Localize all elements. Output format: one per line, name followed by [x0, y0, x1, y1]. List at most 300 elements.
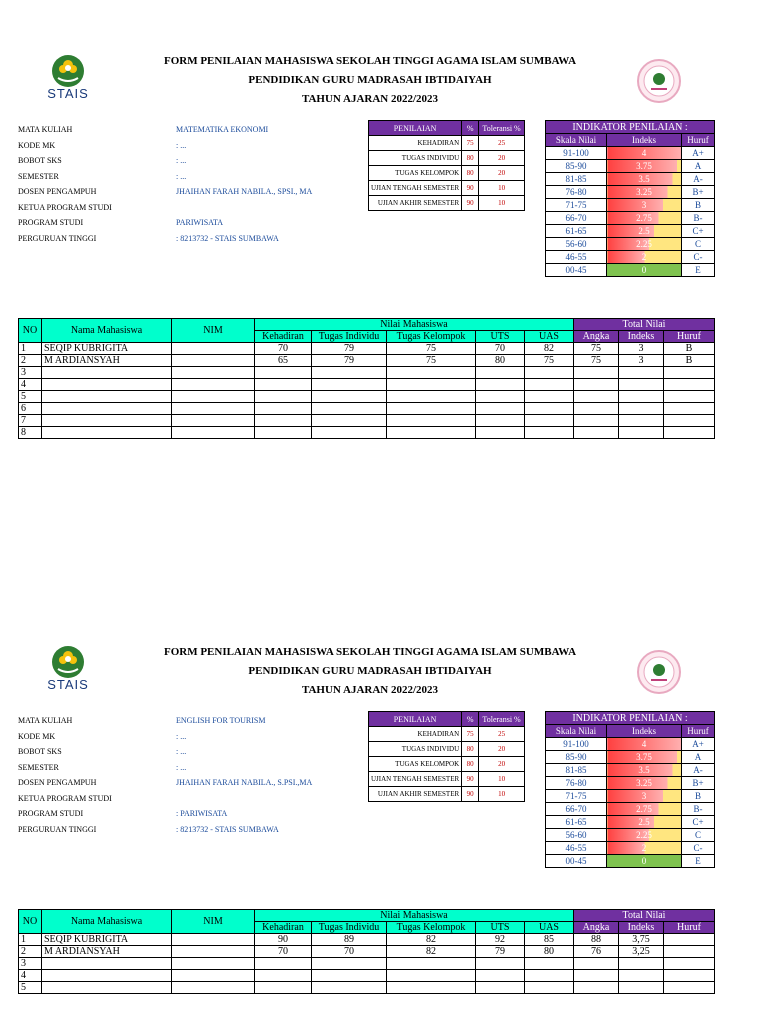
- indikator-row: [546, 264, 715, 277]
- total-indeks: [619, 391, 664, 403]
- penilaian-tolerance: 25: [479, 727, 525, 742]
- institution-seal-icon: [636, 58, 682, 104]
- indikator-skala: 71-75: [546, 790, 607, 803]
- score-tugas-individu: [312, 958, 387, 970]
- score-tugas-individu: [312, 379, 387, 391]
- indikator-huruf: B+: [682, 777, 715, 790]
- total-indeks: 3: [619, 355, 664, 367]
- grades-header-row-1: [19, 910, 715, 922]
- student-nim: [172, 946, 255, 958]
- student-no: 4: [19, 970, 42, 982]
- student-no: 3: [19, 367, 42, 379]
- student-grades-table: [18, 318, 715, 439]
- indikator-skala: 91-100: [546, 147, 607, 160]
- total-indeks: [619, 415, 664, 427]
- header-tugas-kelompok: Tugas Kelompok: [387, 922, 476, 934]
- header-nama-mahasiswa: Nama Mahasiswa: [42, 910, 172, 934]
- penilaian-component: KEHADIRAN: [369, 727, 462, 742]
- institution-seal-icon: [636, 649, 682, 695]
- indikator-skala: 00-45: [546, 264, 607, 277]
- header-tugas-kelompok: Tugas Kelompok: [387, 331, 476, 343]
- course-info-block: [18, 713, 358, 843]
- indikator-skala: 91-100: [546, 738, 607, 751]
- indikator-title-row: [546, 121, 715, 134]
- score-uts: [476, 391, 525, 403]
- indikator-title: INDIKATOR PENILAIAN :: [546, 712, 715, 725]
- indikator-row: [546, 225, 715, 238]
- penilaian-percent: 90: [462, 772, 479, 787]
- indikator-indeks: 3.5: [607, 764, 682, 777]
- course-info-value: : ...: [176, 156, 187, 165]
- table-row: [19, 367, 715, 379]
- score-uas: [525, 970, 574, 982]
- score-tugas-kelompok: [387, 403, 476, 415]
- student-no: 1: [19, 343, 42, 355]
- indikator-indeks: 3: [607, 199, 682, 212]
- header-huruf: Huruf: [664, 331, 715, 343]
- penilaian-row: [369, 136, 525, 151]
- course-info-value: : ...: [176, 747, 187, 756]
- penilaian-header-row: [369, 712, 525, 727]
- header-kehadiran: Kehadiran: [255, 922, 312, 934]
- course-info-label: KETUA PROGRAM STUDI: [18, 793, 112, 803]
- indikator-indeks: 2.75: [607, 212, 682, 225]
- student-no: 7: [19, 415, 42, 427]
- student-nim: [172, 403, 255, 415]
- header-no: NO: [19, 319, 42, 343]
- student-name: M ARDIANSYAH: [42, 355, 172, 367]
- total-indeks: [619, 982, 664, 994]
- student-nim: [172, 982, 255, 994]
- total-indeks: 3,75: [619, 934, 664, 946]
- student-name: [42, 367, 172, 379]
- score-tugas-individu: [312, 970, 387, 982]
- indikator-row: [546, 186, 715, 199]
- penilaian-row: [369, 727, 525, 742]
- course-info-value: : 8213732 - STAIS SUMBAWA: [176, 233, 279, 243]
- total-huruf: B: [664, 355, 715, 367]
- indikator-huruf: A+: [682, 738, 715, 751]
- indikator-huruf: C-: [682, 842, 715, 855]
- course-info-label: BOBOT SKS: [18, 156, 62, 165]
- total-angka: [574, 427, 619, 439]
- indikator-row: [546, 160, 715, 173]
- course-info-value: : ...: [176, 762, 187, 772]
- score-tugas-individu: 70: [312, 946, 387, 958]
- score-uas: [525, 391, 574, 403]
- penilaian-tolerance: 10: [479, 181, 525, 196]
- score-tugas-kelompok: [387, 415, 476, 427]
- penilaian-tolerance: 10: [479, 196, 525, 211]
- penilaian-percent: 80: [462, 742, 479, 757]
- penilaian-row: [369, 742, 525, 757]
- score-uts: [476, 970, 525, 982]
- score-uts: 80: [476, 355, 525, 367]
- form-title-line-2: PENDIDIKAN GURU MADRASAH IBTIDAIYAH: [248, 665, 492, 677]
- penilaian-percent: 80: [462, 151, 479, 166]
- table-row: [19, 391, 715, 403]
- indikator-indeks: 2.5: [607, 816, 682, 829]
- indikator-indeks: 3: [607, 790, 682, 803]
- indikator-row: [546, 251, 715, 264]
- course-info-label: KODE MK: [18, 140, 56, 150]
- total-angka: 75: [574, 343, 619, 355]
- penilaian-component: UJIAN AKHIR SEMESTER: [369, 787, 462, 802]
- penilaian-tolerance: 20: [479, 151, 525, 166]
- indikator-row: [546, 238, 715, 251]
- header-indeks: Indeks: [619, 331, 664, 343]
- indikator-huruf: C+: [682, 225, 715, 238]
- header-no: NO: [19, 910, 42, 934]
- total-huruf: [664, 982, 715, 994]
- indikator-row: [546, 803, 715, 816]
- score-uas: [525, 367, 574, 379]
- score-tugas-kelompok: [387, 970, 476, 982]
- score-tugas-kelompok: 75: [387, 343, 476, 355]
- indikator-header-cell: Huruf: [682, 725, 715, 738]
- total-angka: 76: [574, 946, 619, 958]
- penilaian-percent: 80: [462, 166, 479, 181]
- indikator-header-cell: Huruf: [682, 134, 715, 147]
- penilaian-tolerance: 20: [479, 757, 525, 772]
- course-info-label: PERGURUAN TINGGI: [18, 824, 97, 834]
- penilaian-component: TUGAS INDIVIDU: [369, 742, 462, 757]
- penilaian-percent: 80: [462, 757, 479, 772]
- score-uts: [476, 982, 525, 994]
- score-tugas-individu: [312, 391, 387, 403]
- course-info-label: MATA KULIAH: [18, 125, 73, 134]
- penilaian-row: [369, 151, 525, 166]
- stais-logo: [38, 645, 98, 697]
- indikator-indeks: 0: [607, 264, 682, 277]
- course-info-label: KETUA PROGRAM STUDI: [18, 202, 112, 212]
- student-name: SEQIP KUBRIGITA: [42, 343, 172, 355]
- penilaian-percent: 75: [462, 727, 479, 742]
- indikator-header-row: [546, 725, 715, 738]
- logo-text: STAIS: [47, 677, 89, 692]
- student-no: 5: [19, 391, 42, 403]
- indikator-skala: 46-55: [546, 842, 607, 855]
- score-kehadiran: [255, 415, 312, 427]
- penilaian-header-cell: PENILAIAN: [369, 121, 462, 136]
- course-info-label: MATA KULIAH: [18, 716, 73, 725]
- student-nim: [172, 367, 255, 379]
- penilaian-component: TUGAS KELOMPOK: [369, 166, 462, 181]
- penilaian-header-row: [369, 121, 525, 136]
- score-uts: 92: [476, 934, 525, 946]
- student-no: 4: [19, 379, 42, 391]
- institution-seal: [636, 58, 682, 104]
- score-tugas-kelompok: [387, 958, 476, 970]
- student-no: 5: [19, 982, 42, 994]
- indikator-huruf: A: [682, 751, 715, 764]
- score-uts: [476, 367, 525, 379]
- table-row: [19, 343, 715, 355]
- course-info-value: : 8213732 - STAIS SUMBAWA: [176, 824, 279, 834]
- indikator-huruf: B: [682, 199, 715, 212]
- score-uas: [525, 415, 574, 427]
- score-uas: [525, 379, 574, 391]
- score-kehadiran: [255, 427, 312, 439]
- course-info-value: : PARIWISATA: [176, 809, 228, 818]
- indikator-indeks: 2.25: [607, 238, 682, 251]
- score-uas: 85: [525, 934, 574, 946]
- student-nim: [172, 415, 255, 427]
- student-nim: [172, 343, 255, 355]
- total-indeks: [619, 958, 664, 970]
- indikator-skala: 00-45: [546, 855, 607, 868]
- score-tugas-kelompok: [387, 379, 476, 391]
- student-nim: [172, 970, 255, 982]
- total-angka: [574, 415, 619, 427]
- student-name: [42, 403, 172, 415]
- indikator-skala: 85-90: [546, 751, 607, 764]
- indikator-indeks: 3.25: [607, 186, 682, 199]
- student-no: 1: [19, 934, 42, 946]
- header-nim: NIM: [172, 910, 255, 934]
- table-row: [19, 946, 715, 958]
- total-indeks: [619, 379, 664, 391]
- header-nim: NIM: [172, 319, 255, 343]
- score-kehadiran: 70: [255, 946, 312, 958]
- header-uas: UAS: [525, 922, 574, 934]
- indikator-indeks: 2: [607, 842, 682, 855]
- indikator-skala: 76-80: [546, 777, 607, 790]
- score-tugas-kelompok: 82: [387, 946, 476, 958]
- score-uts: 70: [476, 343, 525, 355]
- table-row: [19, 958, 715, 970]
- header-tugas-individu: Tugas Individu: [312, 922, 387, 934]
- penilaian-row: [369, 181, 525, 196]
- score-kehadiran: [255, 391, 312, 403]
- header-angka: Angka: [574, 922, 619, 934]
- indikator-indeks: 2.25: [607, 829, 682, 842]
- course-info-value: ENGLISH FOR TOURISM: [176, 716, 266, 725]
- score-kehadiran: [255, 403, 312, 415]
- indikator-skala: 81-85: [546, 173, 607, 186]
- student-name: SEQIP KUBRIGITA: [42, 934, 172, 946]
- indikator-huruf: B-: [682, 803, 715, 816]
- institution-seal: [636, 649, 682, 695]
- indikator-huruf: A-: [682, 173, 715, 186]
- course-info-block: [18, 122, 358, 252]
- indikator-huruf: C-: [682, 251, 715, 264]
- penilaian-header-cell: Toleransi %: [479, 712, 525, 727]
- stais-logo: [38, 54, 98, 106]
- indikator-skala: 81-85: [546, 764, 607, 777]
- indikator-title-row: [546, 712, 715, 725]
- indikator-row: [546, 751, 715, 764]
- penilaian-tolerance: 25: [479, 136, 525, 151]
- course-info-label: PROGRAM STUDI: [18, 809, 84, 818]
- indikator-indeks: 4: [607, 738, 682, 751]
- student-name: [42, 982, 172, 994]
- score-kehadiran: 90: [255, 934, 312, 946]
- total-huruf: [664, 391, 715, 403]
- student-nim: [172, 391, 255, 403]
- indikator-row: [546, 212, 715, 225]
- penilaian-percent: 90: [462, 196, 479, 211]
- total-huruf: [664, 415, 715, 427]
- table-row: [19, 415, 715, 427]
- indikator-row: [546, 173, 715, 186]
- score-kehadiran: [255, 958, 312, 970]
- indikator-row: [546, 816, 715, 829]
- score-tugas-kelompok: 82: [387, 934, 476, 946]
- student-nim: [172, 934, 255, 946]
- logo-text: STAIS: [47, 86, 89, 101]
- indikator-huruf: E: [682, 855, 715, 868]
- header-nama-mahasiswa: Nama Mahasiswa: [42, 319, 172, 343]
- table-row: [19, 934, 715, 946]
- penilaian-header-cell: PENILAIAN: [369, 712, 462, 727]
- penilaian-component: UJIAN AKHIR SEMESTER: [369, 196, 462, 211]
- student-name: [42, 415, 172, 427]
- indikator-skala: 61-65: [546, 225, 607, 238]
- score-uts: [476, 427, 525, 439]
- indikator-huruf: E: [682, 264, 715, 277]
- course-info-value: PARIWISATA: [176, 218, 224, 227]
- penilaian-header-cell: %: [462, 121, 479, 136]
- total-huruf: [664, 958, 715, 970]
- score-uas: 82: [525, 343, 574, 355]
- indikator-indeks: 0: [607, 855, 682, 868]
- penilaian-row: [369, 166, 525, 181]
- indikator-header-cell: Skala Nilai: [546, 725, 607, 738]
- indikator-skala: 66-70: [546, 803, 607, 816]
- total-angka: 88: [574, 934, 619, 946]
- indikator-skala: 71-75: [546, 199, 607, 212]
- table-row: [19, 379, 715, 391]
- form-title-line-1: FORM PENILAIAN MAHASISWA SEKOLAH TINGGI AGAMA ISLAM SUMBAWA: [163, 646, 577, 658]
- score-uas: [525, 427, 574, 439]
- table-row: [19, 355, 715, 367]
- score-uts: [476, 415, 525, 427]
- total-indeks: [619, 427, 664, 439]
- form-title-line-1: FORM PENILAIAN MAHASISWA SEKOLAH TINGGI AGAMA ISLAM SUMBAWA: [163, 55, 577, 67]
- total-angka: [574, 970, 619, 982]
- score-uas: 80: [525, 946, 574, 958]
- table-row: [19, 403, 715, 415]
- penilaian-tolerance: 10: [479, 772, 525, 787]
- total-huruf: [664, 934, 715, 946]
- form-title-line-3: TAHUN AJARAN 2022/2023: [301, 93, 439, 105]
- indikator-header-cell: Indeks: [607, 725, 682, 738]
- course-info-label: BOBOT SKS: [18, 747, 62, 756]
- total-huruf: [664, 946, 715, 958]
- indikator-indeks: 3.75: [607, 160, 682, 173]
- penilaian-tolerance: 20: [479, 166, 525, 181]
- total-huruf: [664, 427, 715, 439]
- penilaian-component: TUGAS KELOMPOK: [369, 757, 462, 772]
- penilaian-table: [368, 120, 525, 211]
- penilaian-tolerance: 10: [479, 787, 525, 802]
- score-tugas-individu: 79: [312, 355, 387, 367]
- student-grades-table: [18, 909, 715, 994]
- course-info-label: SEMESTER: [18, 762, 59, 772]
- indikator-huruf: C: [682, 829, 715, 842]
- score-tugas-individu: [312, 403, 387, 415]
- indikator-skala: 66-70: [546, 212, 607, 225]
- total-huruf: [664, 379, 715, 391]
- total-indeks: 3: [619, 343, 664, 355]
- total-indeks: [619, 367, 664, 379]
- indikator-skala: 56-60: [546, 238, 607, 251]
- indikator-title: INDIKATOR PENILAIAN :: [546, 121, 715, 134]
- header-tugas-individu: Tugas Individu: [312, 331, 387, 343]
- course-info-value: : ...: [176, 171, 187, 181]
- indikator-row: [546, 842, 715, 855]
- total-angka: 75: [574, 355, 619, 367]
- penilaian-component: TUGAS INDIVIDU: [369, 151, 462, 166]
- indikator-skala: 46-55: [546, 251, 607, 264]
- score-tugas-kelompok: [387, 367, 476, 379]
- indikator-penilaian-table: [545, 120, 715, 277]
- indikator-huruf: A: [682, 160, 715, 173]
- form-title-block: [110, 643, 630, 700]
- total-angka: [574, 367, 619, 379]
- indikator-skala: 76-80: [546, 186, 607, 199]
- score-uas: 75: [525, 355, 574, 367]
- score-uts: [476, 379, 525, 391]
- indikator-huruf: C: [682, 238, 715, 251]
- penilaian-component: UJIAN TENGAH SEMESTER: [369, 181, 462, 196]
- header-huruf: Huruf: [664, 922, 715, 934]
- course-info-label: PROGRAM STUDI: [18, 218, 84, 227]
- header-uts: UTS: [476, 922, 525, 934]
- total-huruf: B: [664, 343, 715, 355]
- indikator-huruf: A+: [682, 147, 715, 160]
- total-huruf: [664, 970, 715, 982]
- header-indeks: Indeks: [619, 922, 664, 934]
- student-name: M ARDIANSYAH: [42, 946, 172, 958]
- indikator-indeks: 2.5: [607, 225, 682, 238]
- indikator-huruf: B-: [682, 212, 715, 225]
- indikator-huruf: C+: [682, 816, 715, 829]
- indikator-row: [546, 764, 715, 777]
- course-info-label: DOSEN PENGAMPUH: [18, 187, 97, 196]
- table-row: [19, 970, 715, 982]
- indikator-skala: 56-60: [546, 829, 607, 842]
- course-info-label: KODE MK: [18, 731, 56, 741]
- student-nim: [172, 427, 255, 439]
- score-tugas-kelompok: [387, 982, 476, 994]
- course-info-label: PERGURUAN TINGGI: [18, 233, 97, 243]
- indikator-indeks: 3.75: [607, 751, 682, 764]
- total-angka: [574, 403, 619, 415]
- course-info-label: DOSEN PENGAMPUH: [18, 778, 97, 787]
- total-angka: [574, 958, 619, 970]
- indikator-indeks: 2: [607, 251, 682, 264]
- student-name: [42, 958, 172, 970]
- score-kehadiran: [255, 982, 312, 994]
- student-name: [42, 970, 172, 982]
- indikator-penilaian-table: [545, 711, 715, 868]
- penilaian-row: [369, 757, 525, 772]
- form-title-block: [110, 52, 630, 109]
- penilaian-header-cell: %: [462, 712, 479, 727]
- indikator-huruf: B+: [682, 186, 715, 199]
- score-kehadiran: 70: [255, 343, 312, 355]
- score-kehadiran: 65: [255, 355, 312, 367]
- score-uts: 79: [476, 946, 525, 958]
- course-info-value: : ...: [176, 140, 187, 150]
- student-no: 2: [19, 946, 42, 958]
- total-indeks: [619, 970, 664, 982]
- header-total-nilai: Total Nilai: [574, 319, 715, 331]
- score-tugas-individu: [312, 415, 387, 427]
- score-tugas-individu: 89: [312, 934, 387, 946]
